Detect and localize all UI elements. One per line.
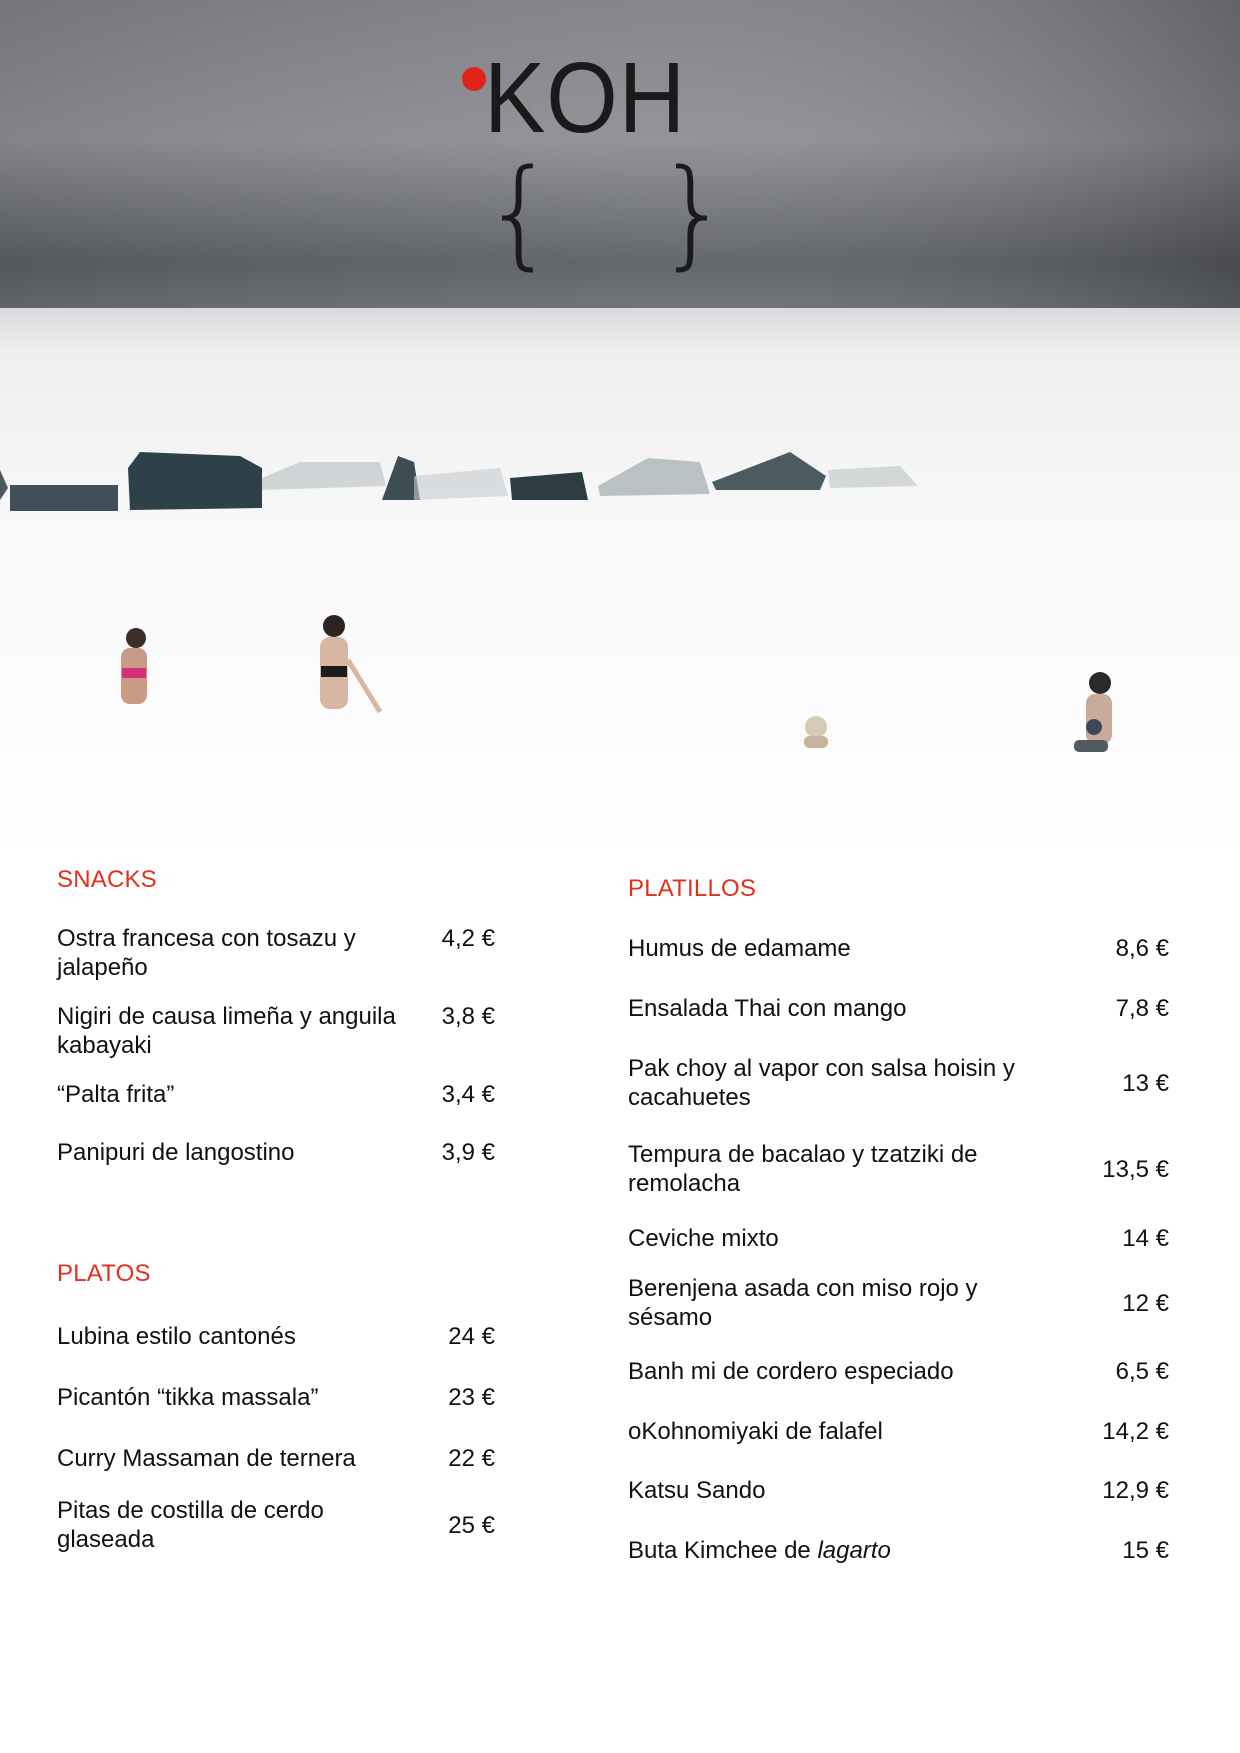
logo-left-brace: { [482, 143, 558, 281]
item-name: Pak choy al vapor con salsa hoisin y cacahuetes [628, 1055, 1015, 1111]
menu-item [57, 1383, 495, 1412]
item-price: 13 € [1122, 1069, 1169, 1097]
item-price: 6,5 € [1115, 1358, 1169, 1385]
menu-item [57, 1444, 495, 1473]
item-name: Nigiri de causa limeña y anguila kabayaki [57, 1003, 396, 1059]
item-name: “Palta frita” [57, 1081, 175, 1108]
item-name: Ostra francesa con tosazu y jalapeño [57, 925, 356, 981]
item-price: 12,9 € [1102, 1477, 1169, 1504]
menu-item [628, 1357, 1169, 1386]
item-name: Ceviche mixto [628, 1225, 779, 1252]
menu-item [628, 1054, 1169, 1112]
item-name: Katsu Sando [628, 1477, 766, 1504]
menu-item [57, 1080, 495, 1109]
item-name: Humus de edamame [628, 935, 851, 962]
item-price: 13,5 € [1102, 1155, 1169, 1183]
menu-item [628, 1417, 1169, 1446]
menu-item [57, 924, 495, 982]
menu-item [57, 1322, 495, 1351]
item-price: 14,2 € [1102, 1418, 1169, 1445]
item-price: 3,4 € [441, 1081, 495, 1108]
item-price: 4,2 € [441, 925, 495, 952]
item-name: Berenjena asada con miso rojo y sésamo [628, 1275, 978, 1331]
item-name: Banh mi de cordero especiado [628, 1358, 954, 1385]
menu-item [628, 1274, 1169, 1332]
menu-item [628, 1476, 1169, 1505]
menu-item [628, 994, 1169, 1023]
item-name: Pitas de costilla de cerdo glaseada [57, 1497, 324, 1553]
menu-item [628, 1140, 1169, 1198]
logo-wordmark: KOH [484, 42, 687, 154]
item-price: 7,8 € [1115, 995, 1169, 1022]
section-title-snacks: SNACKS [57, 866, 157, 893]
item-price: 8,6 € [1115, 935, 1169, 962]
item-price: 12 € [1122, 1289, 1169, 1317]
item-name: Buta Kimchee de lagarto [628, 1537, 891, 1564]
menu-item [57, 1138, 495, 1167]
item-price: 3,9 € [441, 1139, 495, 1166]
item-name: Curry Massaman de ternera [57, 1445, 356, 1472]
item-price: 23 € [448, 1384, 495, 1411]
item-name: Tempura de bacalao y tzatziki de remolacha [628, 1141, 978, 1197]
menu-item [57, 1496, 495, 1554]
section-title-platillos: PLATILLOS [628, 875, 757, 902]
item-price: 24 € [448, 1323, 495, 1350]
menu-item [628, 1224, 1169, 1253]
menu-item [57, 1002, 495, 1060]
logo-red-dot [462, 67, 486, 91]
item-name: Lubina estilo cantonés [57, 1323, 296, 1350]
item-price: 25 € [448, 1511, 495, 1539]
section-title-platos: PLATOS [57, 1260, 151, 1287]
item-price: 3,8 € [441, 1003, 495, 1030]
item-price: 15 € [1122, 1537, 1169, 1564]
logo-right-brace: } [656, 143, 732, 281]
item-name: Picantón “tikka massala” [57, 1384, 319, 1411]
item-name: oKohnomiyaki de falafel [628, 1418, 883, 1445]
item-price: 22 € [448, 1445, 495, 1472]
item-price: 14 € [1122, 1225, 1169, 1252]
item-name: Ensalada Thai con mango [628, 995, 907, 1022]
item-name: Panipuri de langostino [57, 1139, 295, 1166]
item-name-italic: lagarto [817, 1537, 891, 1564]
menu-item [628, 934, 1169, 963]
hero-photo [0, 0, 1240, 858]
koh-logo [462, 42, 732, 281]
menu-item [628, 1536, 1169, 1565]
